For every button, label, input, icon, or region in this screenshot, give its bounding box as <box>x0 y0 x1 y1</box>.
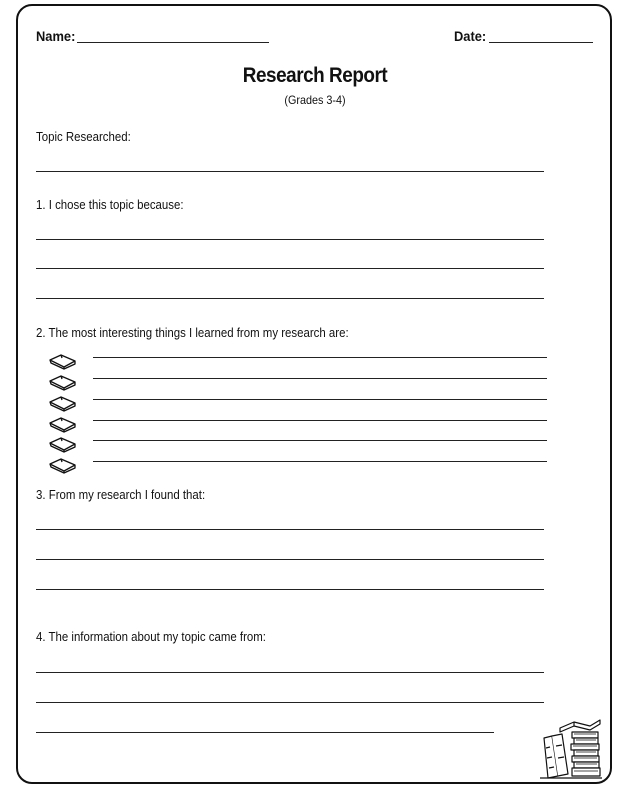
open-book-icon <box>48 373 78 391</box>
answer-line[interactable] <box>36 298 544 299</box>
answer-line[interactable] <box>36 268 544 269</box>
answer-line[interactable] <box>36 239 544 240</box>
question-2-label: 2. The most interesting things I learned from my research are: <box>36 325 349 340</box>
answer-line[interactable] <box>93 461 547 462</box>
answer-line[interactable] <box>93 440 547 441</box>
name-field[interactable] <box>77 42 269 43</box>
date-label: Date: <box>454 28 487 44</box>
answer-line[interactable] <box>36 589 544 590</box>
page-title: Research Report <box>242 64 388 87</box>
answer-line[interactable] <box>36 559 544 560</box>
question-3-label: 3. From my research I found that: <box>36 487 206 502</box>
worksheet-border <box>16 4 612 784</box>
answer-line[interactable] <box>36 672 544 673</box>
topic-line[interactable] <box>36 171 544 172</box>
open-book-icon <box>48 435 78 453</box>
answer-line[interactable] <box>93 420 547 421</box>
open-book-icon <box>48 415 78 433</box>
answer-line[interactable] <box>93 378 547 379</box>
open-book-icon <box>48 352 78 370</box>
answer-line[interactable] <box>93 399 547 400</box>
question-4-label: 4. The information about my topic came from: <box>36 629 266 644</box>
answer-line[interactable] <box>36 702 544 703</box>
date-field[interactable] <box>489 42 593 43</box>
open-book-icon <box>48 456 78 474</box>
topic-label: Topic Researched: <box>36 129 131 144</box>
answer-line[interactable] <box>36 732 494 733</box>
name-label: Name: <box>36 28 76 44</box>
book-stack-icon <box>538 714 604 780</box>
answer-line[interactable] <box>36 529 544 530</box>
open-book-icon <box>48 394 78 412</box>
answer-line[interactable] <box>93 357 547 358</box>
page-subtitle: (Grades 3-4) <box>284 93 346 107</box>
question-1-label: 1. I chose this topic because: <box>36 197 184 212</box>
